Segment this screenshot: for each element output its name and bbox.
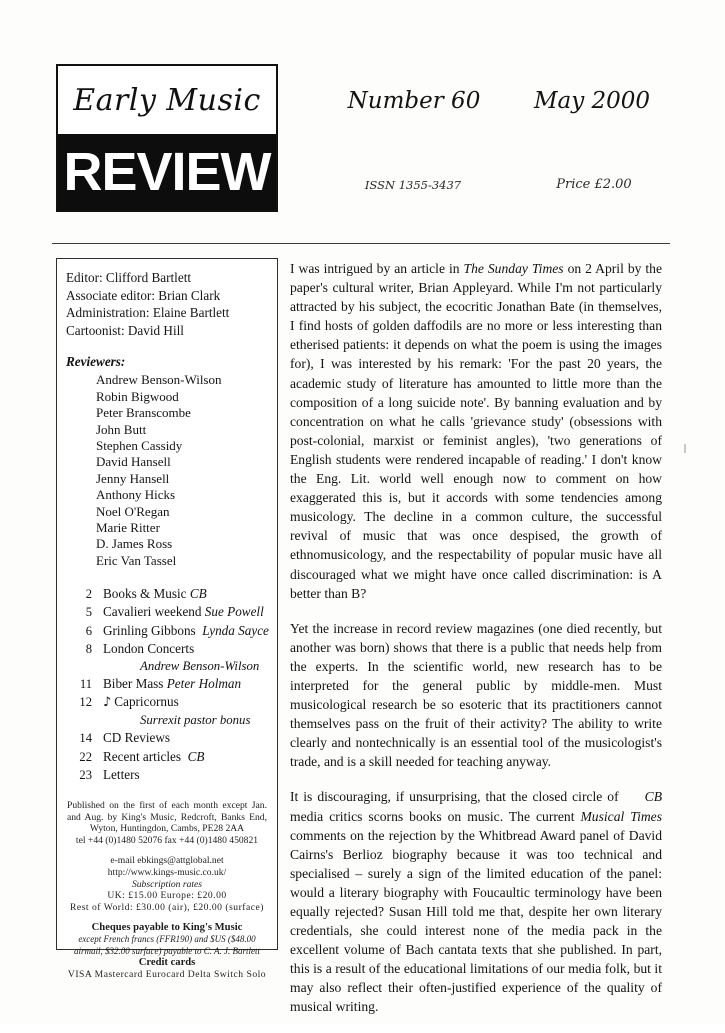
toc-page-number: 8 <box>85 641 92 656</box>
editorial-column <box>290 259 662 1033</box>
toc-entry[interactable] <box>66 748 268 766</box>
toc-page-number: 5 <box>85 605 92 620</box>
list-item: Anthony Hicks <box>96 487 176 503</box>
toc-title: Biber Mass Peter Holman <box>103 676 242 692</box>
publisher-address: Published on the first of each month except Jan. and Aug. by King's Music, Redcroft, Banks End, Wyton, Huntingdon, Cambs, PE28 2AA <box>67 800 267 835</box>
toc-title: Books & Music CB <box>103 586 207 602</box>
staff-editor: Editor: Clifford Bartlett <box>66 270 192 285</box>
price: Price £2.00 <box>556 177 632 192</box>
list-item: Robin Bigwood <box>96 388 179 404</box>
header-divider-rule <box>52 243 670 244</box>
publisher-website[interactable]: http://www.kings-music.co.uk/ <box>107 867 227 879</box>
list-item: Eric Van Tassel <box>96 552 177 568</box>
list-item: David Hansell <box>96 454 171 470</box>
toc-title: London Concerts <box>103 640 195 656</box>
cheques-detail-line2: airmail, $32.00 surface) payable to C. A. J. Bartlett <box>73 945 261 956</box>
logo-script-half <box>58 66 276 134</box>
toc-title: Grinling Gibbons Lynda Sayce <box>103 622 269 638</box>
list-item: Jenny Hansell <box>96 470 170 486</box>
staff-list <box>66 269 268 339</box>
editorial-paragraph-3: CB It is discouraging, if unsurprising, that the closed circle of media critics scorns books on music. The current Musical Times comments on the rejection by the Whitbread Award panel of David Cairns's Berlioz biography because it was too technical and specialised – surely a sign of the limited education of the panel: would a literary biography with Foucaultic terminology have been equally rejected? Susan Hill told me that, despite her own literary credentials, she could interest none of the media pack in the excellent volume of Bach cantata texts that she published. In part, this is a result of the educational limitations of our media folk, but it may also reflect their often-justified experience of the quality of musical writing. <box>290 789 663 1015</box>
scan-margin-artifact <box>684 444 686 453</box>
toc-page-number: 6 <box>85 623 92 638</box>
magazine-logo <box>56 64 278 212</box>
toc-entry[interactable] <box>66 729 268 747</box>
toc-page-number: 11 <box>79 677 92 692</box>
logo-review: REVIEW <box>63 142 271 202</box>
list-item: John Butt <box>96 421 147 437</box>
issn: ISSN 1355-3437 <box>364 178 462 192</box>
rate-rest-of-world: Rest of World: £30.00 (air), £20.00 (surface) <box>70 901 264 913</box>
staff-cartoonist: Cartoonist: David Hill <box>66 322 184 338</box>
toc-entry[interactable] <box>66 693 268 712</box>
toc-page-number: 14 <box>79 731 92 746</box>
publisher-phone-fax: tel +44 (0)1480 52076 fax +44 (0)1480 450821 <box>75 834 259 846</box>
toc-entry[interactable] <box>66 675 268 693</box>
toc-title: ♪ Capricornus <box>103 694 179 711</box>
issue-number: Number 60 <box>347 88 481 114</box>
toc-title: Recent articles CB <box>103 748 205 764</box>
reviewers-heading: Reviewers: <box>66 354 126 370</box>
staff-associate-editor: Associate editor: Brian Clark <box>66 287 221 303</box>
cheques-heading: Cheques payable to King's Music <box>91 922 243 934</box>
subscription-heading: Subscription rates <box>131 878 203 890</box>
toc-page-number: 2 <box>85 587 92 602</box>
toc-page-number: 23 <box>79 767 92 782</box>
toc-title: CD Reviews <box>103 730 171 746</box>
masthead <box>56 64 670 214</box>
author-signature: CB <box>644 789 662 805</box>
logo-block-half <box>58 134 276 210</box>
publication-details <box>66 800 268 980</box>
toc-continuation-author: Andrew Benson-Wilson <box>140 659 260 674</box>
sidebar-panel <box>56 258 278 980</box>
list-item: Marie Ritter <box>96 520 160 536</box>
music-note-icon: ♪ <box>103 695 112 711</box>
list-item: Peter Branscombe <box>96 405 191 421</box>
reviewers-list <box>66 372 268 569</box>
table-of-contents <box>66 585 268 784</box>
toc-continuation-subtitle: Surrexit pastor bonus <box>140 713 251 728</box>
publisher-email[interactable]: e-mail ebkings@attglobal.net <box>110 855 224 867</box>
staff-administration: Administration: Elaine Bartlett <box>66 305 230 321</box>
logo-early-music: Early Music <box>73 82 261 118</box>
list-item: D. James Ross <box>96 536 173 552</box>
toc-page-number: 22 <box>79 749 92 764</box>
list-item: Noel O'Regan <box>96 503 170 519</box>
issue-date: May 2000 <box>533 88 651 114</box>
toc-entry[interactable] <box>66 585 268 603</box>
toc-page-number: 12 <box>79 695 92 710</box>
list-item: Stephen Cassidy <box>96 438 183 453</box>
credit-cards-heading: Credit cards <box>138 957 196 969</box>
editorial-paragraph-2: Yet the increase in record review magazines (one died recently, but another was born) shows that there is a public that needs help from the experts. In the scientific world, new research has to be interpreted for the general public by middle-men. Must musicological research be so esoteric that its practitioners cannot themselves pass on the fruit of their activity? The ability to write clearly and nontechnically is an essential tool of the musicologist's trade, and is a skill needed for teaching anyway. <box>290 620 662 770</box>
toc-entry[interactable] <box>66 766 268 784</box>
toc-title: Cavalieri weekend Sue Powell <box>103 604 264 620</box>
rate-uk-europe: UK: £15.00 Europe: £20.00 <box>107 890 227 902</box>
toc-entry[interactable] <box>66 603 268 621</box>
credit-cards-list: VISA Mastercard Eurocard Delta Switch Solo <box>67 968 267 980</box>
toc-title: Letters <box>103 766 140 782</box>
toc-entry[interactable] <box>66 640 268 658</box>
toc-entry[interactable] <box>66 622 268 640</box>
cheques-detail-line1: except French francs (FFR190) and $US ($48.00 <box>78 934 256 945</box>
editorial-paragraph-1: I was intrigued by an article in The Sunday Times on 2 April by the paper's cultural writer, Brian Appleyard. While I'm not particularly attracted by his subject, the ecocritic Jonathan Bate (in themselves, I find hosts of golden daffodils are no more or less interesting than etherised patients: it depends on what the poem is using the images for), I was interested by his remark: 'For the past 20 years, the academic study of literature has amounted to little more than the composition of a long suicide note'. By banning evaluation and by concentration on what he calls 'grievance study' (obsessions with post-colonial, marxist or feminist angles), 'two generations of English students were rendered incapable of reading.' I don't know the Eng. Lit. world well enough now to comment on how exaggerated this is, but it accords with some tendencies among musicology. The decline in a common culture, the successful revival of music that was once despised, the growth of ethnomusicology, and the respectability of popular music have all discouraged what we might have once called discrimination: is A better than B? <box>290 261 663 601</box>
list-item: Andrew Benson-Wilson <box>96 372 222 388</box>
